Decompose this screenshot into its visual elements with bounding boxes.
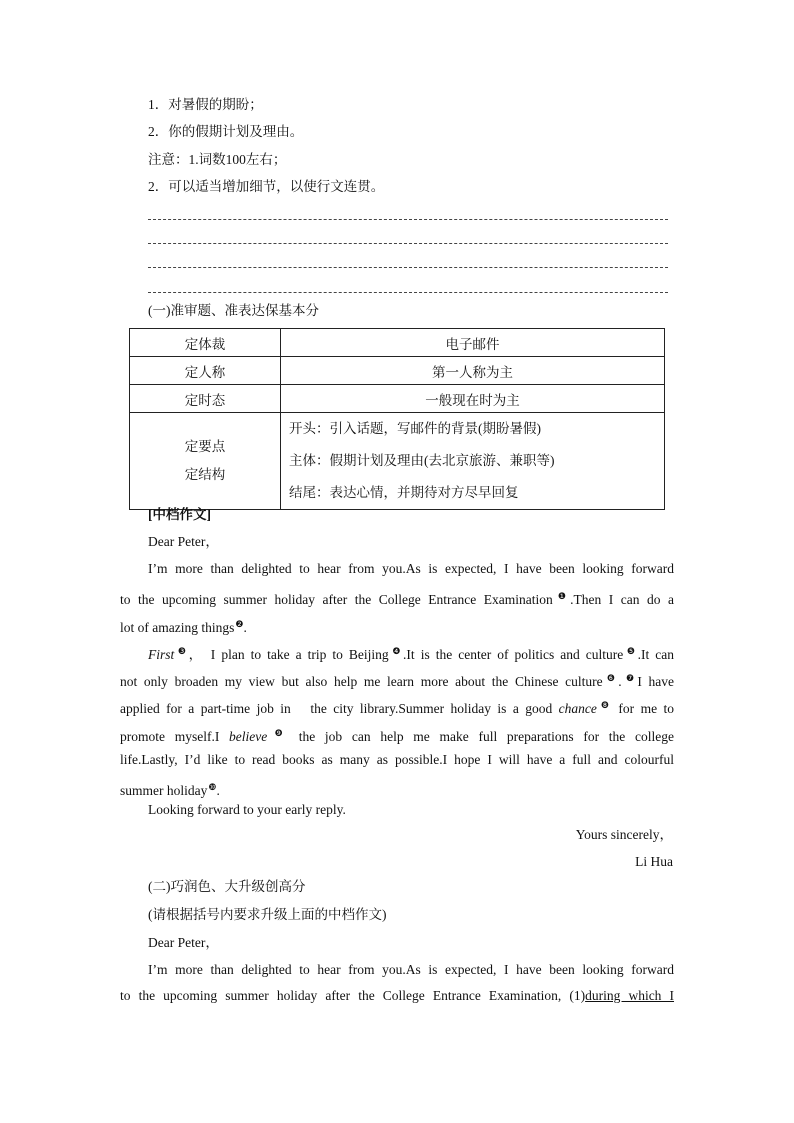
essay-signoff: Yours sincerely， — [575, 827, 673, 842]
essay-p1-line2: to the upcoming summer holiday after the College Entrance Examination$^❶$.Then I can do a — [120, 591, 674, 607]
footnote-marker: ❿ — [208, 782, 217, 792]
underlined-answer: during which I — [585, 988, 675, 1003]
structure-ending: 结尾：表达心情，并期待对方尽早回复 — [289, 485, 519, 500]
table-key-group — [130, 413, 281, 510]
table-value: 一般现在时为主 — [281, 385, 665, 413]
answer-line — [148, 243, 668, 244]
table-value: 电子邮件 — [281, 329, 665, 357]
table-key: 定结构 — [184, 467, 226, 482]
footnote-marker: ❹ — [389, 646, 404, 656]
footnote-marker: ❷ — [235, 619, 244, 629]
section2-title: (二)巧润色、大升级创高分 — [148, 879, 306, 894]
section2-greeting: Dear Peter， — [148, 935, 219, 950]
essay-p2-line6: summer holiday$^❿$. — [120, 782, 220, 798]
essay-p2-line1: First$^❸$， I plan to take a trip to Beijing$^❹$.It is the center of politics and culture$^❺$.It can — [148, 646, 675, 662]
table-row — [130, 357, 665, 385]
essay-p1-line1: I’m more than delighted to hear from you.As is expected, I have been looking forward — [148, 561, 674, 576]
table-row — [130, 413, 665, 510]
table-value: 第一人称为主 — [281, 357, 665, 385]
section2-instruction: (请根据括号内要求升级上面的中档作文) — [148, 907, 387, 922]
section2-p1-line1: I’m more than delighted to hear from you.As is expected, I have been looking forward — [148, 962, 674, 977]
answer-line — [148, 219, 668, 220]
note-2: 2．可以适当增加细节，以使行文连贯。 — [148, 179, 385, 194]
essay-p2-line3: applied for a part-time job in the city library.Summer holiday is a good chance$^❽$ for me to — [120, 700, 674, 716]
footnote-marker: ❽ — [597, 700, 613, 710]
essay-p2-line5: life.Lastly, I’d like to read books as many as possible.I hope I will have a full and colourful — [120, 752, 674, 767]
footnote-marker: ❺ — [624, 646, 638, 656]
requirement-1: 1．对暑假的期盼； — [148, 97, 263, 112]
footnote-marker: ❻ — [603, 673, 619, 683]
structure-opening: 开头：引入话题，写邮件的背景(期盼暑假) — [289, 421, 541, 436]
essay-p1-line3: lot of amazing things$^❷$. — [120, 619, 247, 635]
table-key: 定时态 — [130, 385, 281, 413]
analysis-table — [129, 328, 665, 510]
table-key: 定体裁 — [130, 329, 281, 357]
structure-body: 主体：假期计划及理由(去北京旅游、兼职等) — [289, 453, 555, 468]
section1-title: (一)准审题、准表达保基本分 — [148, 303, 319, 318]
answer-line — [148, 267, 668, 268]
footnote-marker: ❾ — [268, 728, 290, 738]
table-key: 定人称 — [130, 357, 281, 385]
essay-greeting: Dear Peter， — [148, 534, 219, 549]
table-key: 定要点 — [184, 439, 226, 454]
note-1: 注意：1.词数100左右； — [148, 152, 287, 167]
section2-p1-line2: to the upcoming summer holiday after the College Entrance Examination, (1)during which I — [120, 988, 675, 1003]
table-row — [130, 329, 665, 357]
essay-p2-line4: promote myself.I believe$^❾$ the job can help me make full preparations for the college — [120, 728, 674, 744]
requirement-2: 2．你的假期计划及理由。 — [148, 124, 304, 139]
footnote-marker: ❶ — [553, 591, 571, 601]
answer-line — [148, 292, 668, 293]
essay-signature: Li Hua — [635, 854, 673, 869]
essay-heading: [中档作文] — [148, 507, 211, 522]
footnote-marker: ❼ — [622, 673, 638, 683]
table-row — [130, 385, 665, 413]
footnote-marker: ❸ — [175, 646, 189, 656]
essay-closing: Looking forward to your early reply. — [148, 802, 346, 817]
table-value-group — [281, 413, 665, 510]
essay-p2-line2: not only broaden my view but also help me learn more about the Chinese culture$^❻$.$^❼$I have — [120, 673, 674, 689]
